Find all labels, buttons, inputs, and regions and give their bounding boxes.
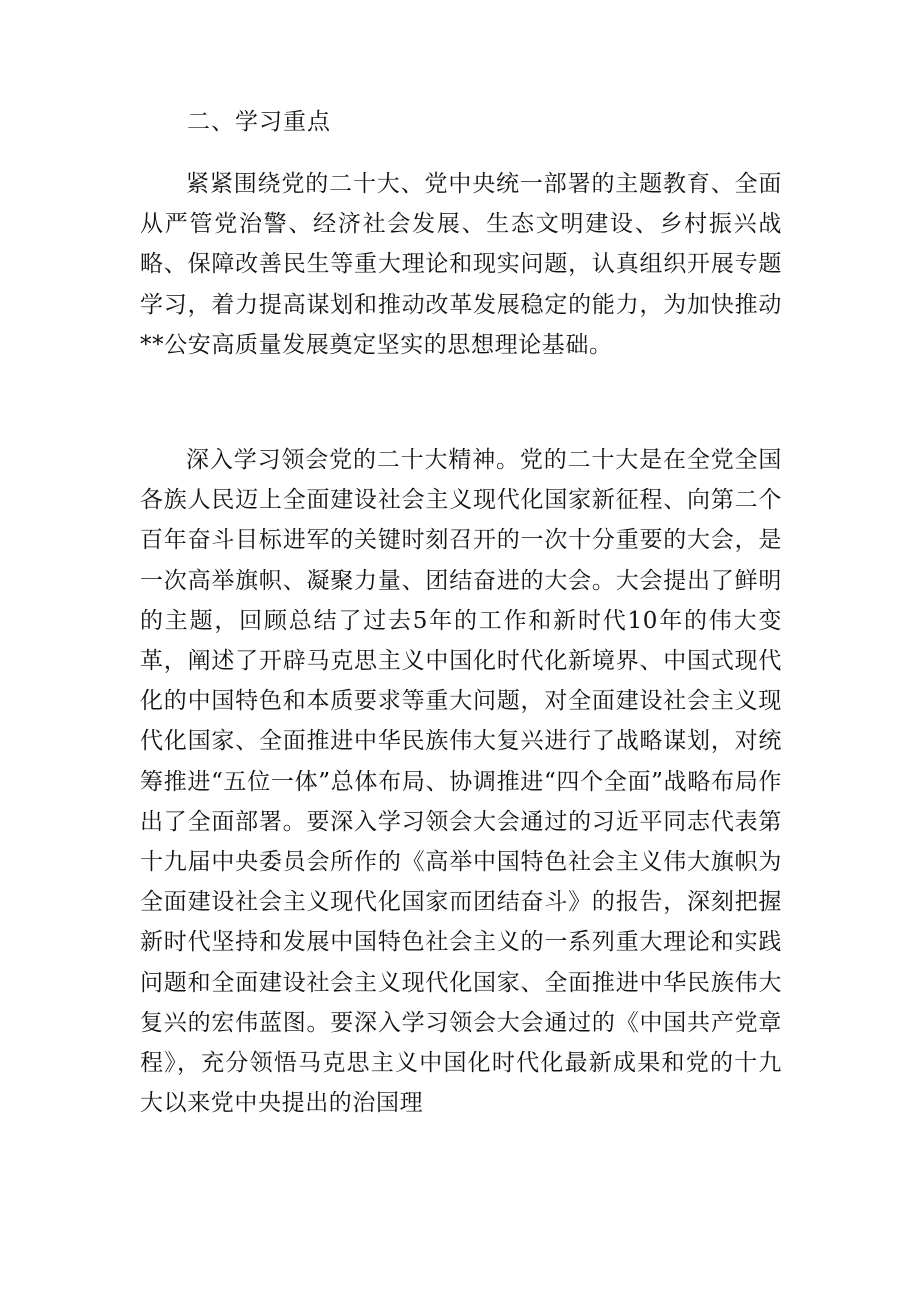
paragraph-study-focus: 紧紧围绕党的二十大、党中央统一部署的主题教育、全面从严管党治警、经济社会发展、生态文明建设、乡村振兴战略、保障改善民生等重大理论和现实问题，认真组织开展专题学习，着力提高谋划和推动改革发展稳定的能力，为加快推动**公安高质量发展奠定坚实的思想理论基础。 <box>140 171 782 358</box>
section-heading: 二、学习重点 <box>187 109 331 135</box>
paragraph-twentieth-congress: 深入学习领会党的二十大精神。党的二十大是在全党全国各族人民迈上全面建设社会主义现代化国家新征程、向第二个百年奋斗目标进军的关键时刻召开的一次十分重要的大会，是一次高举旗帜、凝聚力量、团结奋进的大会。大会提出了鲜明的主题，回顾总结了过去5年的工作和新时代10年的伟大变革，阐述了开辟马克思主义中国化时代化新境界、中国式现代化的中国特色和本质要求等重大问题，对全面建设社会主义现代化国家、全面推进中华民族伟大复兴进行了战略谋划，对统筹推进“五位一体”总体布局、协调推进“四个全面”战略布局作出了全面部署。要深入学习领会大会通过的习近平同志代表第十九届中央委员会所作的《高举中国特色社会主义伟大旗帜为全面建设社会主义现代化国家而团结奋斗》的报告，深刻把握新时代坚持和发展中国特色社会主义的一系列重大理论和实践问题和全面建设社会主义现代化国家、全面推进中华民族伟大复兴的宏伟蓝图。要深入学习领会大会通过的《中国共产党章程》，充分领悟马克思主义中国化时代化最新成果和党的十九大以来党中央提出的治国理 <box>140 447 782 1117</box>
